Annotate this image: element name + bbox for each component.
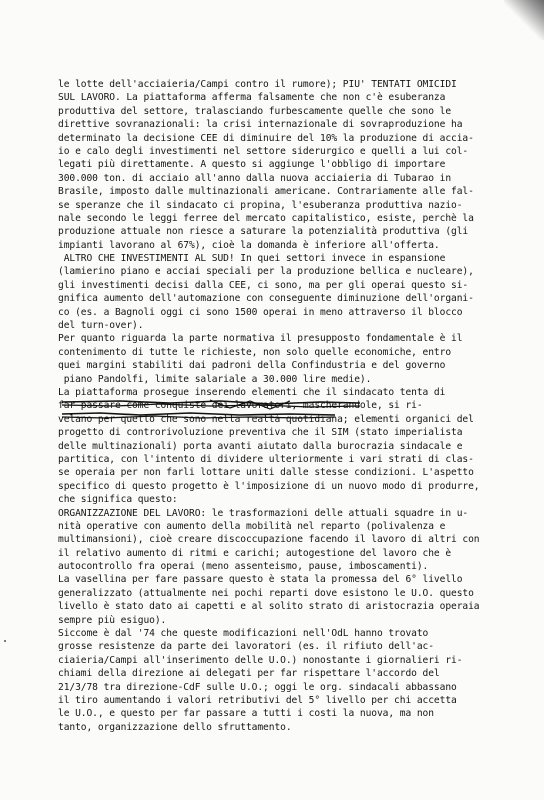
text-line: io e calo degli investimenti nel settore siderurgico e quelli a lui col- [58,145,469,157]
text-line: Siccome è dal '74 che queste modificazioni nell'OdL hanno trovato [58,628,429,640]
text-line: progetto di controrivoluzione preventiva che il SIM (stato imperialista [58,427,463,439]
text-line: far passare come conquiste dei lavoratori, mascherandole, si ri- [58,400,423,412]
text-line: impianti lavorano al 67%), cioè la domanda è inferiore all'offerta. [58,239,440,251]
text-line: se speranze che il sindacato ci propina, l'esuberanza produttiva nazio- [58,199,463,211]
text-line: che significa questo: [58,494,178,506]
text-line: partitica, con l'intento di dividere ulteriormente i vari strati di clas- [58,453,474,465]
text-line: sempre più esiguo). [58,614,167,626]
text-line: chiami della direzione ai delegati per far rispettare l'accordo del [58,668,440,680]
text-line: il relativo aumento di ritmi e carichi; autogestione del lavoro che è [58,547,452,559]
typewritten-text-body [58,78,528,734]
text-line: determinato la decisione CEE di diminuire del 10% la produzione di accia- [58,132,474,144]
text-line: (lamierino piano e acciai speciali per la produzione bellica e nucleare), [58,266,474,278]
text-line: contenimento di tutte le richieste, non solo quelle economiche, entro [58,346,452,358]
text-line: autocontrollo fra operai (meno assenteismo, pause, imboscamenti). [58,561,429,573]
folded-corner-shadow [504,0,544,40]
text-line: 21/3/78 tra direzione-CdF sulle U.O.; oggi le org. sindacali abbassano [58,681,457,693]
text-line: nale secondo le leggi ferree del mercato capitalistico, esiste, perchè la [58,212,474,224]
text-line: grosse resistenze da parte dei lavoratori (es. il rifiuto dell'ac- [58,641,434,653]
text-line: delle multinazionali) porta avanti aiutato dalla burocrazia sindacale e [58,440,463,452]
text-line: il tiro aumentando i valori retributivi del 5° livello per chi accetta [58,694,457,706]
text-line: quei margini stabiliti dai padroni della Confindustria e del governo [58,360,446,372]
text-line: livello è stato dato ai capetti e al solito strato di aristocrazia operaia [58,601,480,613]
text-line: legati più direttamente. A questo si aggiunge l'obbligo di importare [58,159,446,171]
text-line: produttiva del settore, tralasciando furbescamente quelle che sono le [58,105,452,117]
text-line: ORGANIZZAZIONE DEL LAVORO: le trasformazioni delle attuali squadre in u- [58,507,469,519]
text-line: piano Pandolfi, limite salariale a 30.000 lire medie). [58,373,372,385]
text-line: multimansioni), cioè creare discoccupazione facendo il lavoro di altri con [58,534,480,546]
text-line: le U.O., e questo per far passare a tutti i costi la nuova, ma non [58,708,434,720]
text-line: 300.000 ton. di acciaio all'anno dalla nuova acciaieria di Tubarao in [58,172,452,184]
text-line: del turn-over). [58,320,144,332]
text-line: gli investimenti decisi dalla CEE, ci sono, ma per gli operai questo si- [58,279,469,291]
margin-speck [4,640,6,642]
text-line: direttive sovranazionali: la crisi internazionale di sovraproduzione ha [58,119,463,131]
text-line: La piattaforma prosegue inserendo elementi che il sindacato tenta di [58,386,446,398]
text-line: La vasellina per fare passare questo è stata la promessa del 6° livello [58,574,463,586]
text-line: SUL LAVORO. La piattaforma afferma falsamente che non c'è esuberanza [58,92,446,104]
text-line: se operaia per non farli lottare uniti dalle stesse condizioni. L'aspetto [58,467,474,479]
text-line: produzione attuale non riesce a saturare la potenzialità produttiva (gli [58,226,469,238]
text-line: ALTRO CHE INVESTIMENTI AL SUD! In quei settori invece in espansione [58,253,446,265]
text-line: specifico di questo progetto è l'imposizione di un nuovo modo di produrre, [58,480,480,492]
text-line: co (es. a Bagnoli oggi ci sono 1500 operai in meno attraverso il blocco [58,306,463,318]
text-line: ciaieria/Campi all'inserimento delle U.O.) nonostante i giornalieri ri- [58,654,463,666]
text-line: velano per quello che sono nella realtà quotidiana; elementi organici del [58,413,474,425]
text-line: tanto, organizzazione dello sfruttamento. [58,721,292,733]
text-line: generalizzato (attualmente nei pochi reparti dove esistono le U.O. questo [58,587,474,599]
text-line: gnifica aumento dell'automazione con conseguente diminuzione dell'organi- [58,293,474,305]
text-line: le lotte dell'acciaieria/Campi contro il rumore); PIU' TENTATI OMICIDI [58,79,457,90]
text-line: nità operative con aumento della mobilità nel reparto (polivalenza e [58,520,446,532]
text-line: Per quanto riguarda la parte normativa il presupposto fondamentale è il [58,333,463,345]
text-line: Brasile, imposto dalle multinazionali americane. Contrariamente alle fal- [58,186,474,198]
